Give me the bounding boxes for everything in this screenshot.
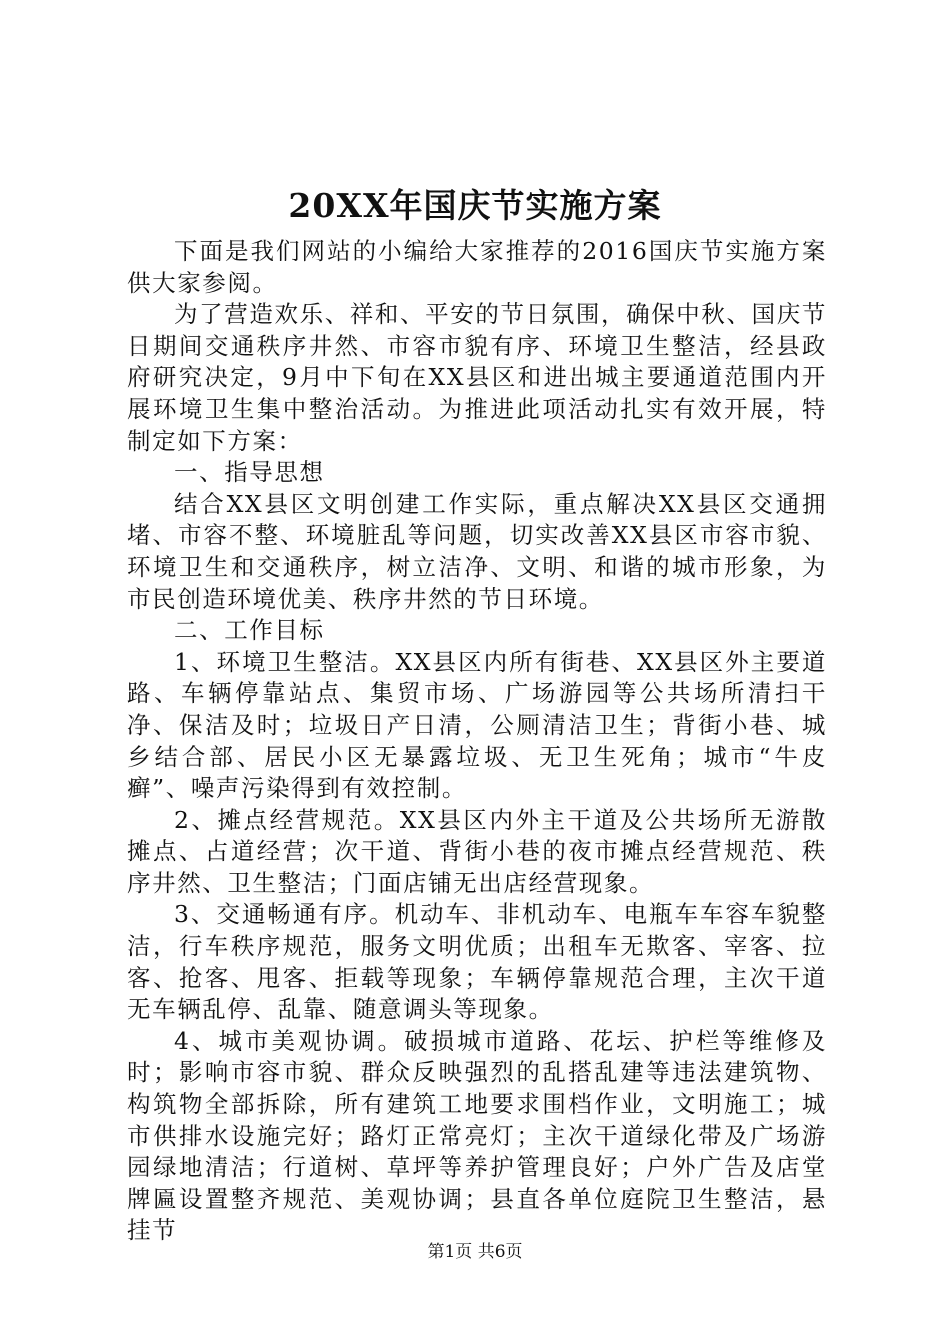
page-number-footer: 第1页 共6页 <box>427 1242 523 1262</box>
section-heading-work-goals: 二、工作目标 <box>174 616 325 645</box>
paragraph-purpose: 为了营造欢乐、祥和、平安的节日氛围，确保中秋、国庆节日期间交通秩序井然、市容市貌有序、环境卫生整洁，经县政府研究决定，9月中下旬在XX县区和进出城主要通道范围内开展环境卫生集中整治活动。为推进此项活动扎实有效开展，特制定如下方案： <box>127 300 827 455</box>
paragraph-intro: 下面是我们网站的小编给大家推荐的2016国庆节实施方案供大家参阅。 <box>127 237 827 297</box>
paragraph-goal-1: 1、环境卫生整洁。XX县区内所有街巷、XX县区外主要道路、车辆停靠站点、集贸市场、广场游园等公共场所清扫干净、保洁及时；垃圾日产日清，公厕清洁卫生；背街小巷、城乡结合部、居民小区无暴露垃圾、无卫生死角；城市“牛皮癣”、噪声污染得到有效控制。 <box>127 647 827 803</box>
paragraph-guiding-thought: 结合XX县区文明创建工作实际，重点解决XX县区交通拥堵、市容不整、环境脏乱等问题，切实改善XX县区市容市貌、环境卫生和交通秩序，树立洁净、文明、和谐的城市形象，为市民创造环境优美、秩序井然的节日环境。 <box>127 489 827 613</box>
paragraph-goal-3: 3、交通畅通有序。机动车、非机动车、电瓶车车容车貌整洁，行车秩序规范，服务文明优质；出租车无欺客、宰客、拉客、抢客、甩客、拒载等现象；车辆停靠规范合理，主次干道无车辆乱停、乱靠、随意调头等现象。 <box>127 900 827 1024</box>
document-body <box>127 236 827 1247</box>
paragraph-goal-4: 4、城市美观协调。破损城市道路、花坛、护栏等维修及时；影响市容市貌、群众反映强烈的乱搭乱建等违法建筑物、构筑物全部拆除，所有建筑工地要求围档作业，文明施工；城市供排水设施完好；路灯正常亮灯；主次干道绿化带及广场游园绿地清洁；行道树、草坪等养护管理良好；户外广告及店堂牌匾设置整齐规范、美观协调；县直各单位庭院卫生整洁，悬挂节 <box>127 1026 827 1245</box>
document-title: 20XX年国庆节实施方案 <box>288 186 662 225</box>
section-heading-guiding-thought: 一、指导思想 <box>174 458 325 487</box>
paragraph-goal-2: 2、摊点经营规范。XX县区内外主干道及公共场所无游散摊点、占道经营；次干道、背街小巷的夜市摊点经营规范、秩序井然、卫生整洁；门面店铺无出店经营现象。 <box>127 805 827 897</box>
